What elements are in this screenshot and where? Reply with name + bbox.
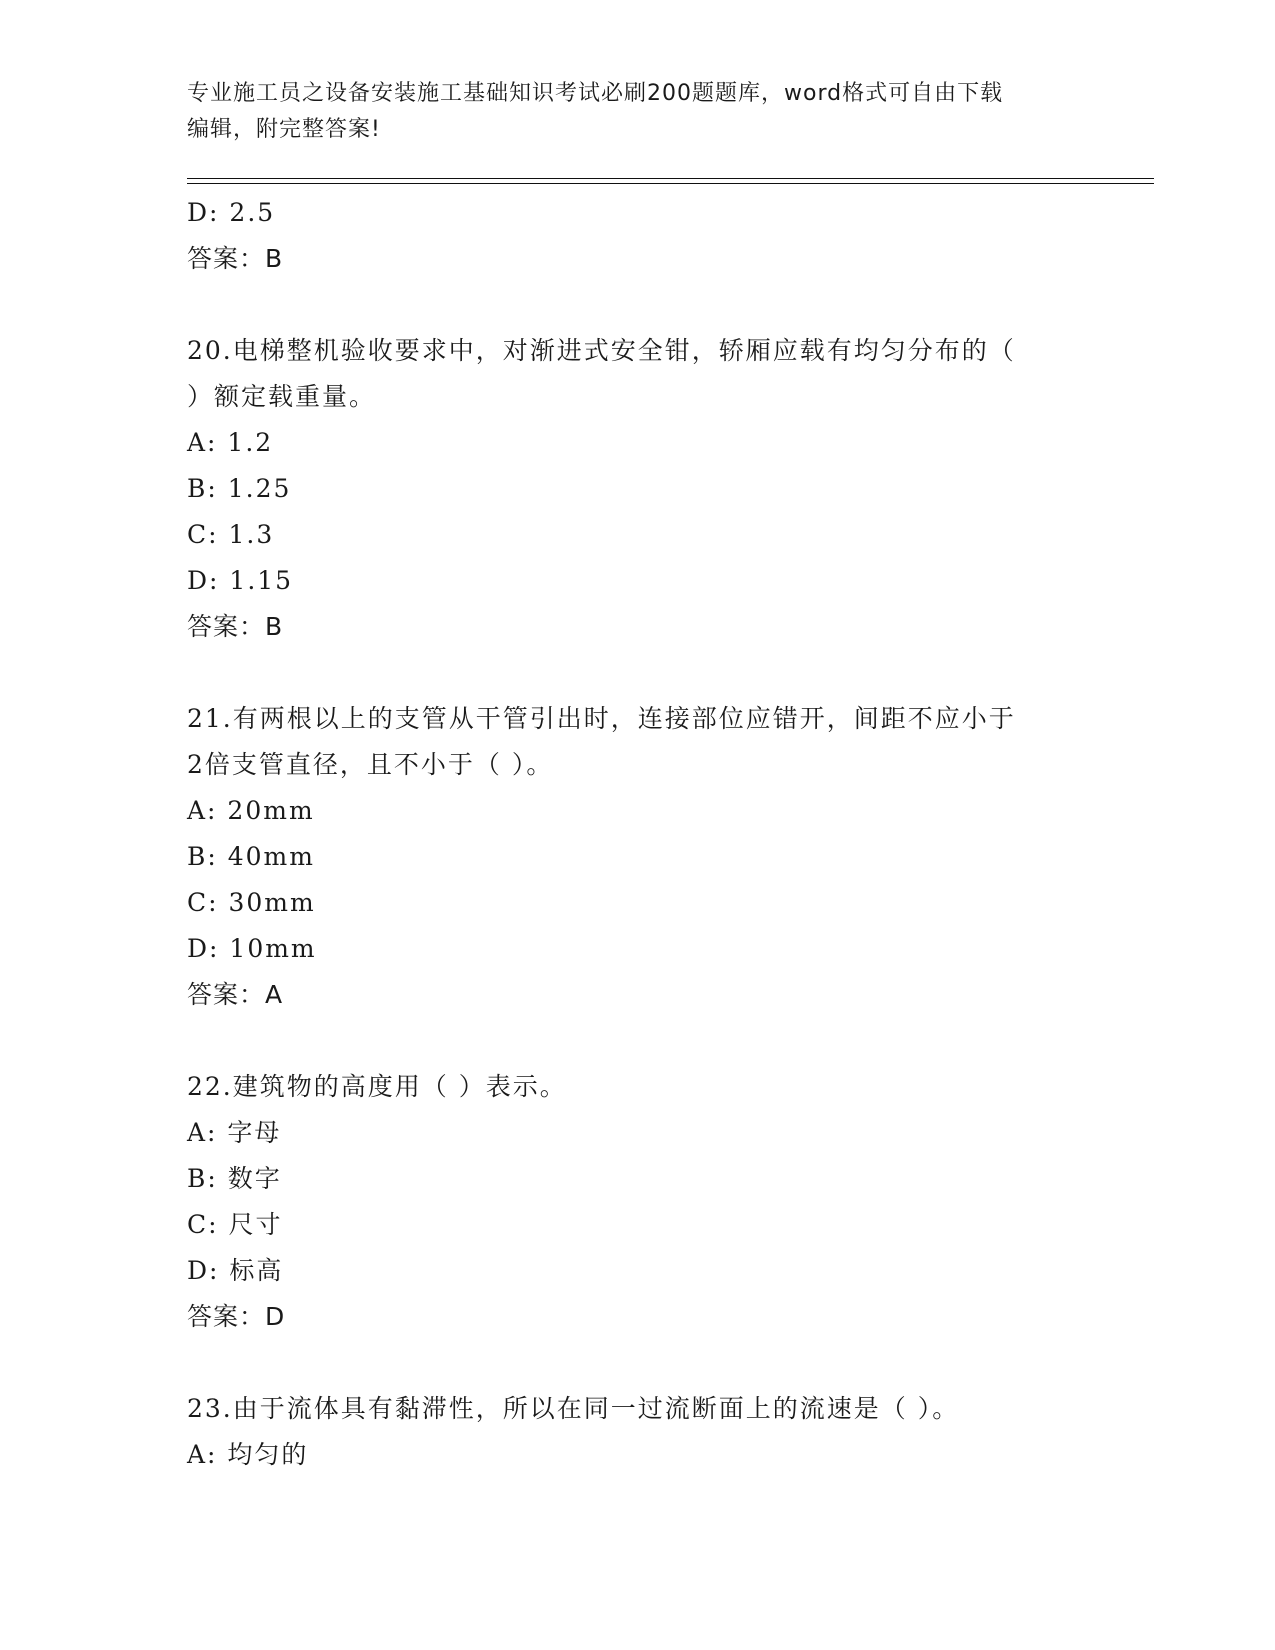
spacer (187, 1018, 1087, 1064)
option-b: B: 1.25 (187, 474, 292, 503)
question-21 (187, 696, 1087, 1018)
option-d: D: 10mm (187, 934, 317, 963)
option-a: A: 20mm (187, 796, 315, 825)
question-text-line-2: ）额定载重量。 (187, 382, 377, 411)
document-header (187, 76, 1067, 148)
document-body (187, 190, 1087, 1478)
option-a: A: 均匀的 (187, 1440, 309, 1469)
answer-label: 答案：B (187, 244, 284, 273)
option-a: A: 字母 (187, 1118, 282, 1147)
question-23 (187, 1386, 1087, 1478)
question-text-line-1: 22.建筑物的高度用（ ）表示。 (187, 1072, 567, 1101)
question-text-line-2: 2倍支管直径，且不小于（ ）。 (187, 750, 554, 779)
question-19-tail (187, 190, 1087, 282)
header-title-line-1: 专业施工员之设备安装施工基础知识考试必刷200题题库，word格式可自由下载 (187, 81, 1004, 106)
question-text-line-1: 20.电梯整机验收要求中，对渐进式安全钳，轿厢应载有均匀分布的（ (187, 336, 1016, 365)
option-b: B: 数字 (187, 1164, 282, 1193)
option-c: C: 尺寸 (187, 1210, 283, 1239)
option-d: D: 标高 (187, 1256, 284, 1285)
question-text-line-1: 23.由于流体具有黏滞性，所以在同一过流断面上的流速是（ ）。 (187, 1394, 960, 1423)
option-a: A: 1.2 (187, 428, 274, 457)
answer-label: 答案：A (187, 980, 284, 1009)
question-22 (187, 1064, 1087, 1340)
option-d: D: 1.15 (187, 566, 294, 595)
spacer (187, 282, 1087, 328)
option-c: C: 1.3 (187, 520, 275, 549)
question-20 (187, 328, 1087, 650)
header-divider-top (187, 178, 1154, 179)
option-b: B: 40mm (187, 842, 315, 871)
option-d: D: 2.5 (187, 198, 276, 227)
header-title-line-2: 编辑，附完整答案! (187, 117, 381, 142)
answer-label: 答案：B (187, 612, 284, 641)
option-c: C: 30mm (187, 888, 316, 917)
header-divider-bottom (187, 183, 1154, 184)
question-text-line-1: 21.有两根以上的支管从干管引出时，连接部位应错开，间距不应小于 (187, 704, 1016, 733)
spacer (187, 650, 1087, 696)
answer-label: 答案：D (187, 1302, 286, 1331)
spacer (187, 1340, 1087, 1386)
